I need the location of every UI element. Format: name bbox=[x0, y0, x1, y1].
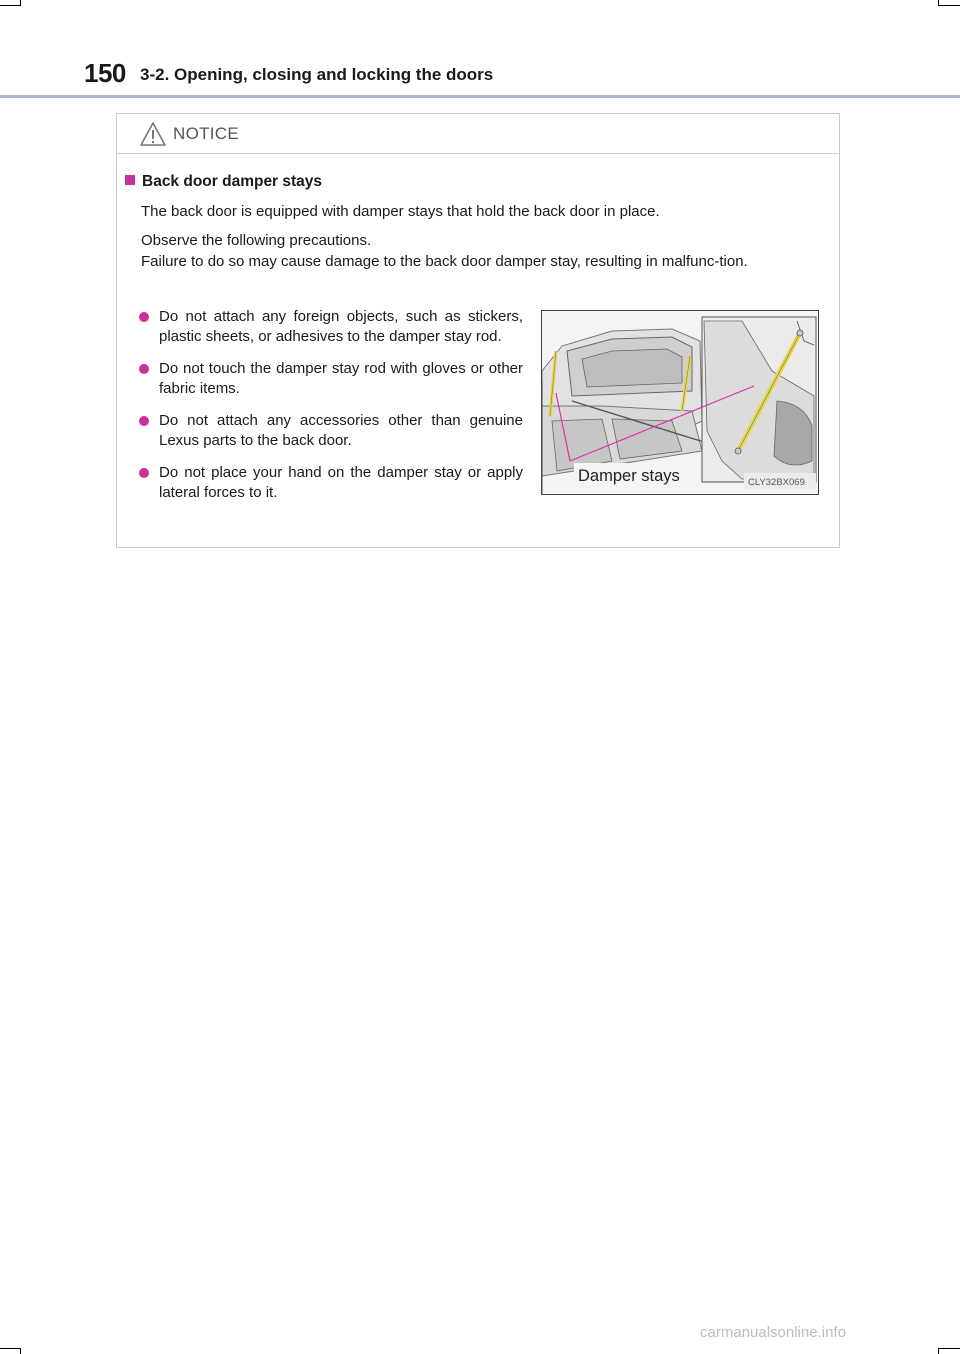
crop-mark bbox=[0, 5, 20, 6]
crop-mark bbox=[20, 1348, 21, 1354]
list-item bbox=[139, 359, 523, 399]
notice-title: NOTICE bbox=[173, 124, 240, 143]
subheading-text: Back door damper stays bbox=[142, 173, 323, 190]
crop-mark bbox=[0, 1348, 20, 1349]
list-item-text: Do not attach any foreign objects, such as stickers, plastic sheets, or adhesives to the damper stay rod. bbox=[159, 308, 523, 345]
list-item bbox=[139, 307, 523, 347]
paragraph-2: Observe the following precautions. bbox=[141, 232, 372, 249]
square-bullet-icon bbox=[125, 175, 135, 185]
bullet-dot-icon bbox=[139, 468, 149, 478]
list-item-text: Do not attach any accessories other than genuine Lexus parts to the back door. bbox=[159, 412, 523, 449]
list-item bbox=[139, 411, 523, 451]
bullet-dot-icon bbox=[139, 416, 149, 426]
crop-mark bbox=[938, 5, 960, 6]
bullet-dot-icon bbox=[139, 364, 149, 374]
subheading bbox=[125, 173, 322, 191]
list-item bbox=[139, 463, 523, 503]
notice-box bbox=[116, 113, 840, 548]
footer-watermark: carmanualsonline.info bbox=[700, 1324, 846, 1341]
figure-label: Damper stays bbox=[578, 467, 680, 485]
paragraph-1: The back door is equipped with damper stays that hold the back door in place. bbox=[141, 203, 660, 220]
warning-triangle-icon bbox=[139, 121, 167, 147]
list-item-text: Do not touch the damper stay rod with gloves or other fabric items. bbox=[159, 360, 523, 397]
bullet-dot-icon bbox=[139, 312, 149, 322]
paragraph-3: Failure to do so may cause damage to the back door damper stay, resulting in malfunc-tion. bbox=[141, 253, 748, 270]
precaution-list bbox=[139, 307, 523, 515]
crop-mark bbox=[20, 0, 21, 6]
damper-stay-illustration bbox=[541, 310, 819, 495]
section-title: 3-2. Opening, closing and locking the doors bbox=[140, 65, 494, 84]
list-item-text: Do not place your hand on the damper stay or apply lateral forces to it. bbox=[159, 464, 523, 501]
header-rule bbox=[0, 95, 960, 98]
page-header bbox=[84, 58, 960, 98]
notice-header bbox=[117, 114, 839, 154]
figure-code: CLY32BX069 bbox=[748, 477, 805, 488]
crop-mark bbox=[938, 1348, 960, 1349]
page-number: 150 bbox=[84, 58, 126, 88]
